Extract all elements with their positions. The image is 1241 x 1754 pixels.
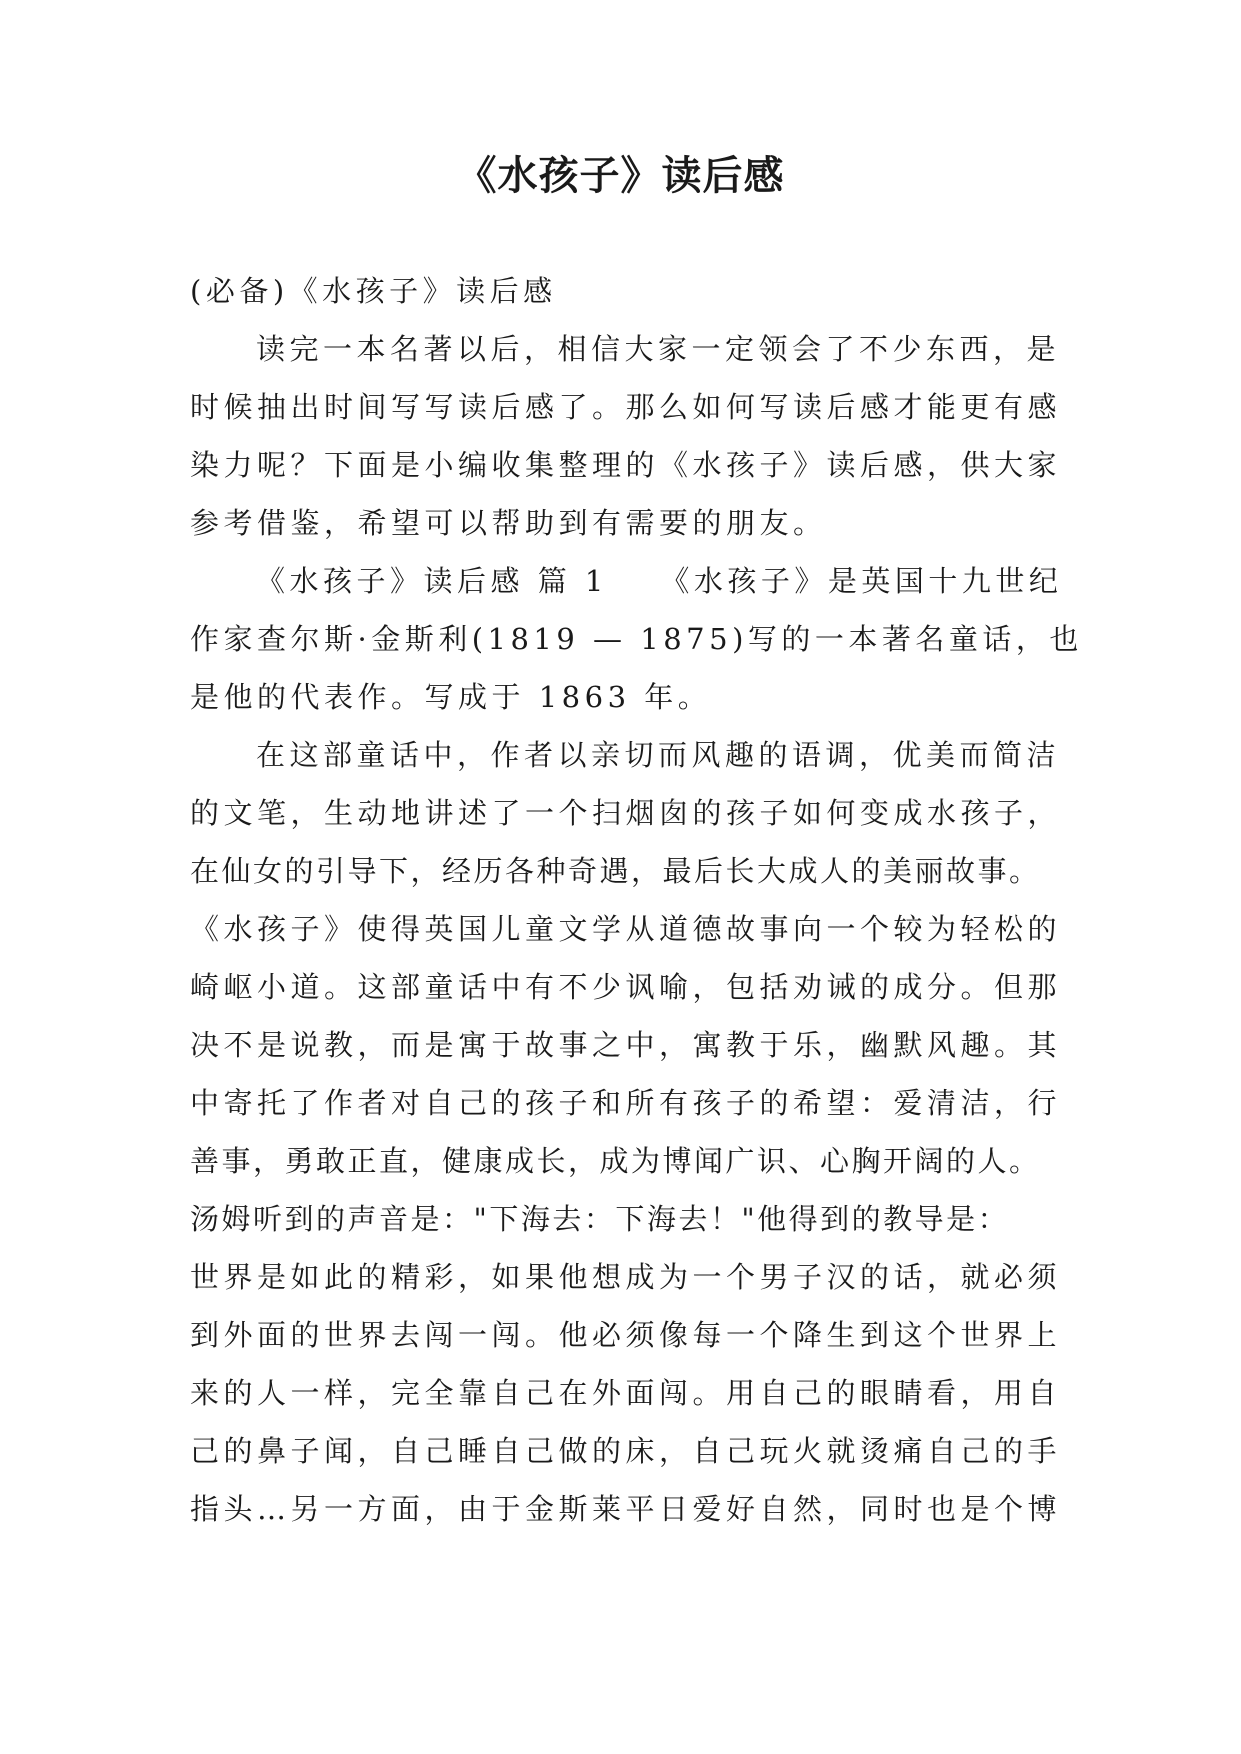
paragraph-line: 在这部童话中，作者以亲切而风趣的语调，优美而简洁 xyxy=(256,738,1061,772)
paragraph-line: 《水孩子》读后感 篇 1 《水孩子》是英国十九世纪 xyxy=(256,564,1063,598)
document-title: 《水孩子》读后感 xyxy=(456,153,785,199)
paragraph-line: 的文笔，生动地讲述了一个扫烟囱的孩子如何变成水孩子， xyxy=(190,796,1062,830)
paragraph-line: 汤姆听到的声音是："下海去：下海去！"他得到的教导是： xyxy=(190,1202,1010,1236)
paragraph-line: 参考借鉴，希望可以帮助到有需要的朋友。 xyxy=(190,506,827,540)
paragraph-line: 己的鼻子闻，自己睡自己做的床，自己玩火就烫痛自己的手 xyxy=(190,1434,1062,1468)
paragraph-line: 崎岖小道。这部童话中有不少讽喻，包括劝诫的成分。但那 xyxy=(190,970,1062,1004)
paragraph-line: 作家查尔斯·金斯利(1819 — 1875)写的一本著名童话，也 xyxy=(190,622,1083,656)
paragraph-line: 《水孩子》使得英国儿童文学从道德故事向一个较为轻松的 xyxy=(190,912,1062,946)
paragraph-line: 到外面的世界去闯一闯。他必须像每一个降生到这个世界上 xyxy=(190,1318,1062,1352)
paragraph-line: 决不是说教，而是寓于故事之中，寓教于乐，幽默风趣。其 xyxy=(190,1028,1062,1062)
paragraph-line: 指头…另一方面，由于金斯莱平日爱好自然，同时也是个博 xyxy=(190,1492,1062,1526)
paragraph-line: 染力呢？下面是小编收集整理的《水孩子》读后感，供大家 xyxy=(190,448,1062,482)
paragraph-line: 在仙女的引导下，经历各种奇遇，最后长大成人的美丽故事。 xyxy=(190,854,1041,888)
document-body xyxy=(190,262,1083,1538)
paragraph-line: 读完一本名著以后，相信大家一定领会了不少东西，是 xyxy=(256,332,1061,366)
paragraph-line: 中寄托了作者对自己的孩子和所有孩子的希望：爱清洁，行 xyxy=(190,1086,1062,1120)
paragraph-line: 是他的代表作。写成于 1863 年。 xyxy=(190,680,712,714)
subtitle-line: (必备)《水孩子》读后感 xyxy=(190,274,557,308)
paragraph-line: 时候抽出时间写写读后感了。那么如何写读后感才能更有感 xyxy=(190,390,1062,424)
paragraph-line: 善事，勇敢正直，健康成长，成为博闻广识、心胸开阔的人。 xyxy=(190,1144,1041,1178)
paragraph-line: 来的人一样，完全靠自己在外面闯。用自己的眼睛看，用自 xyxy=(190,1376,1062,1410)
paragraph-line: 世界是如此的精彩，如果他想成为一个男子汉的话，就必须 xyxy=(190,1260,1062,1294)
